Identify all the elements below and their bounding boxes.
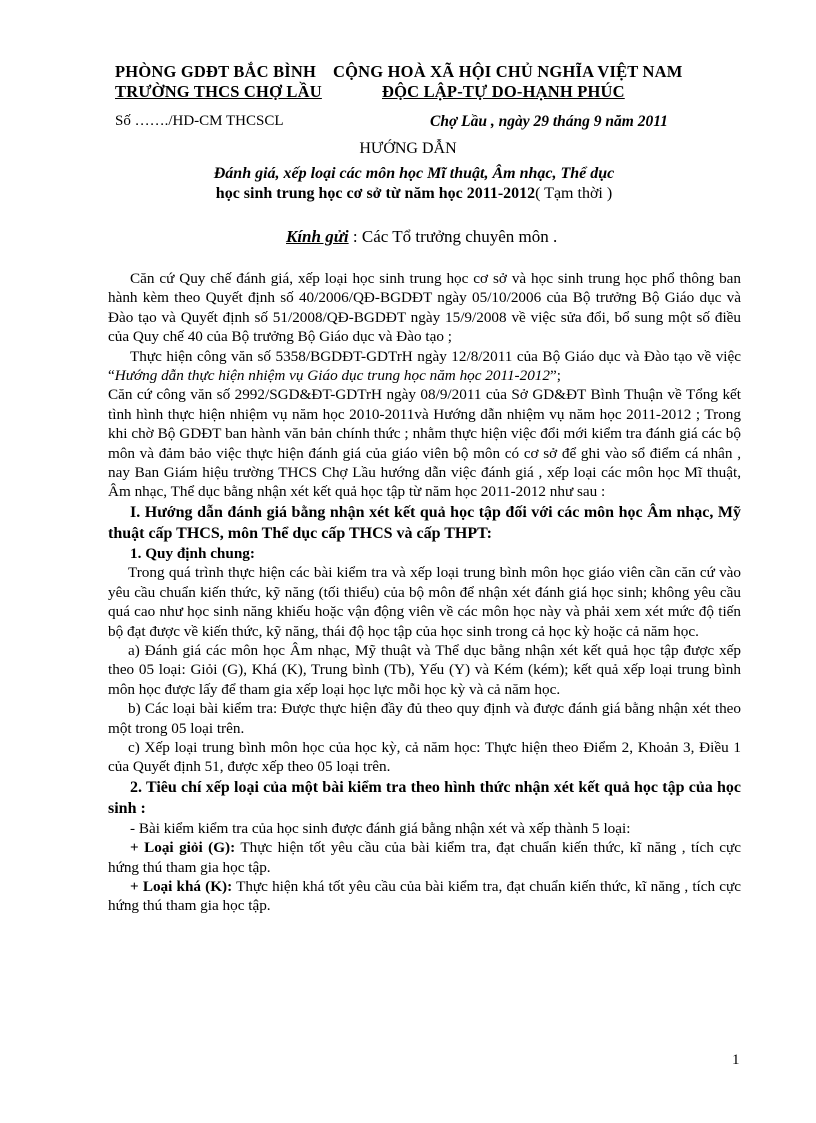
page-number: 1 bbox=[732, 1052, 740, 1068]
title-line-2-bold: học sinh trung học cơ sở từ năm học 2011-2012 bbox=[215, 185, 536, 202]
grade-kha-label: + Loại khá (K): bbox=[130, 877, 233, 895]
subsection-1-item-a: a) Đánh giá các môn học Âm nhạc, Mỹ thuật và Thể dục bằng nhận xét kết quả học tập được xếp theo 05 loại: Giỏi (G), Khá (K), Trung bình (Tb), Yếu (Y) và Kém (kém); kết quả xếp loại trung bình môn học được lấy để tham gia xếp loại học lực mỗi học kỳ và cả năm học. bbox=[108, 641, 741, 698]
subsection-1-item-b: b) Các loại bài kiểm tra: Được thực hiện đầy đủ theo quy định và được đánh giá bằng nhận xét theo một trong 05 loại trên. bbox=[108, 700, 741, 737]
grade-gioi bbox=[108, 838, 741, 877]
subsection-1-paragraph: Trong quá trình thực hiện các bài kiểm tra và xếp loại trung bình môn học giáo viên cần căn cứ vào yêu cầu chuẩn kiến thức, kỹ năng (tối thiểu) của bộ môn để nhận xét đánh giá học sinh; không yêu cầu quá cao như học sinh năng khiếu hoặc vận động viên về các môn học này và phải xem xét mức độ tiến bộ đạt được về kiến thức, kỹ năng, thái độ học tập của học sinh trong cả học kỳ hoặc cả năm học. bbox=[108, 564, 741, 640]
paragraph-legal-basis-2-b: ”; bbox=[549, 367, 561, 385]
subsection-1-item-c: c) Xếp loại trung bình môn học của học kỳ, cả năm học: Thực hiện theo Điểm 2, Khoản 3, Điều 1 của Quyết định 51, được xếp theo 05 loại trên. bbox=[108, 738, 741, 776]
recipient-text: : Các Tổ trưởng chuyên môn . bbox=[352, 227, 558, 246]
grade-kha-text: Thực hiện khá tốt yêu cầu của bài kiểm tra, đạt chuẩn kiến thức, kĩ năng , tích cực hứng thú tham gia học tập. bbox=[108, 877, 741, 915]
nation-line-1: CỘNG HOÀ XÃ HỘI CHỦ NGHĨA VIỆT NAM bbox=[333, 62, 683, 81]
paragraph-legal-basis-3: Căn cứ công văn số 2992/SGD&ĐT-GDTrH ngày 08/9/2011 của Sở GD&ĐT Bình Thuận về Tổng kết tình hình thực hiện nhiệm vụ năm học 2010-2011và Hướng dẫn nhiệm vụ năm học 2011-2012 ; Trong khi chờ Bộ GDĐT ban hành văn bản chính thức ; nhằm thực hiện việc đổi mới kiểm tra đánh giá các bộ môn và đảm bảo việc thực hiện đánh giá của giáo viên bộ môn có cơ sở để ghi vào sổ điểm cá nhân , nay Ban Giám hiệu trường THCS Chợ Lầu hướng dẫn việc đánh giá , xếp loại các môn học Mĩ thuật, Âm nhạc, Thể dục bằng nhận xét kết quả học tập từ năm học 2011-2012 như sau : bbox=[108, 386, 741, 501]
place-date: Chợ Lầu , ngày 29 tháng 9 năm 2011 bbox=[430, 113, 668, 130]
document-title: HƯỚNG DẪN bbox=[359, 140, 457, 157]
recipient-label: Kính gửi bbox=[286, 227, 349, 246]
subsection-1-title: 1. Quy định chung: bbox=[130, 544, 255, 562]
paragraph-legal-basis-1: Căn cứ Quy chế đánh giá, xếp loại học sinh trung học cơ sở và học sinh trung học phổ thông ban hành kèm theo Quyết định số 40/2006/QĐ-BGDĐT ngày 05/10/2006 của Bộ trưởng Bộ Giáo dục và Đào tạo và Quyết định số 51/2008/QĐ-BGDĐT ngày 15/9/2008 về việc sửa đổi, bổ sung một số điều của Quy chế 40 của Bộ trưởng Bộ Giáo dục và Đào tạo ; bbox=[108, 270, 741, 346]
subsection-2-intro: - Bài kiểm kiểm tra của học sinh được đánh giá bằng nhận xét và xếp thành 5 loại: bbox=[130, 819, 631, 837]
title-line-2 bbox=[0, 185, 816, 203]
section-1-title: I. Hướng dẫn đánh giá bằng nhận xét kết quả học tập đối với các môn học Âm nhạc, Mỹ thuật cấp THCS, môn Thể dục cấp THCS và cấp THPT: bbox=[108, 503, 741, 542]
org-line-2: TRƯỜNG THCS CHỢ LẦU bbox=[115, 82, 322, 101]
title-line-1: Đánh giá, xếp loại các môn học Mĩ thuật, Âm nhạc, Thể dục bbox=[213, 165, 615, 182]
paragraph-legal-basis-2-a: Thực hiện công văn số 5358/BGDĐT-GDTrH ngày 12/8/2011 của Bộ Giáo dục và Đào tạo về việc “ bbox=[108, 347, 741, 385]
grade-gioi-label: + Loại giỏi (G): bbox=[130, 839, 236, 857]
grade-gioi-text: Thực hiện tốt yêu cầu của bài kiểm tra, đạt chuẩn kiến thức, kĩ năng , tích cực hứng thú tham gia học tập. bbox=[108, 839, 741, 876]
paragraph-legal-basis-2 bbox=[108, 347, 741, 386]
recipient bbox=[286, 227, 557, 247]
subsection-2-title: 2. Tiêu chí xếp loại của một bài kiểm tra theo hình thức nhận xét kết quả học tập của học sinh : bbox=[108, 778, 741, 817]
document-body bbox=[108, 269, 741, 916]
nation-line-2: ĐỘC LẬP-TỰ DO-HẠNH PHÚC bbox=[382, 82, 625, 101]
paragraph-legal-basis-2-title: Hướng dẫn thực hiện nhiệm vụ Giáo dục trung học năm học 2011-2012 bbox=[114, 367, 550, 385]
title-line-2-note: ( Tạm thời ) bbox=[535, 185, 613, 202]
org-line-1: PHÒNG GDĐT BẮC BÌNH bbox=[115, 62, 317, 81]
document-number: Số ……./HD-CM THCSCL bbox=[115, 113, 284, 129]
grade-kha bbox=[108, 877, 741, 916]
